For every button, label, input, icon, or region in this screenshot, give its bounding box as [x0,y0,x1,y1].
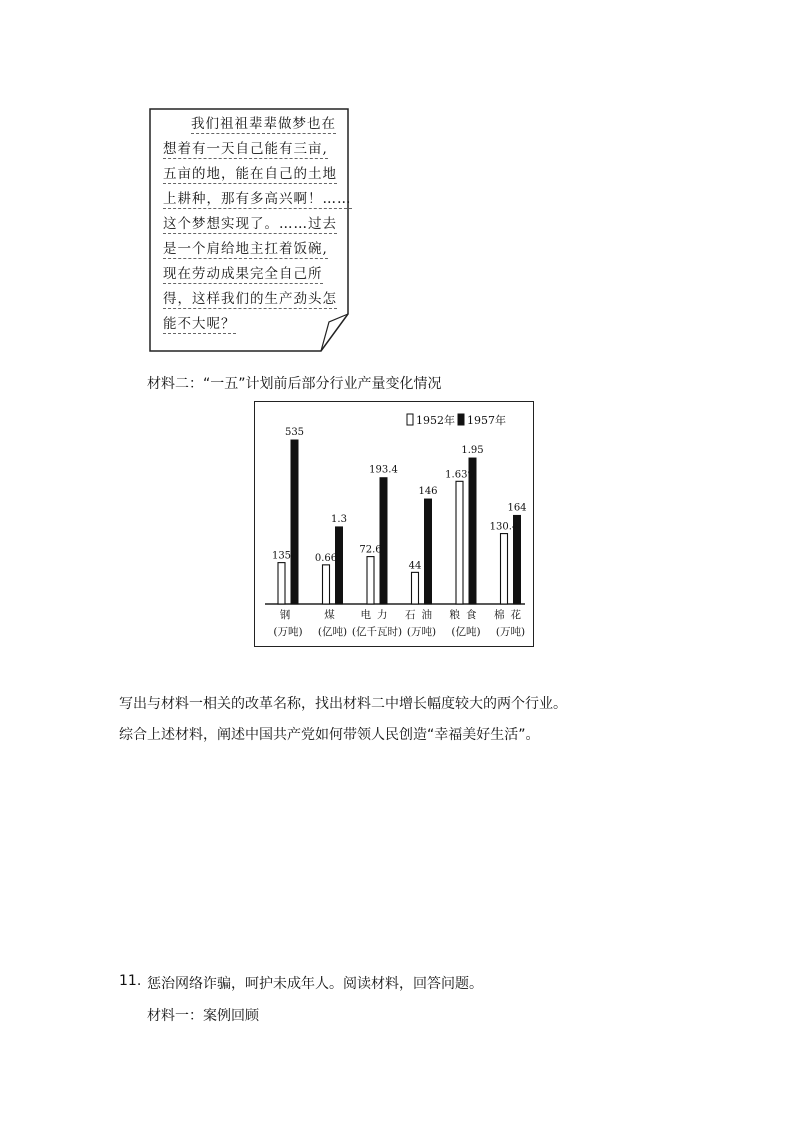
data-label-1952: 0.66 [314,552,338,564]
data-label-1957: 164 [507,502,527,514]
category-tick-label: 石油 [405,609,438,621]
chart-svg [255,402,535,648]
letter-line: 上耕种，那有多高兴啊！…… [163,191,352,207]
letter-line: 想着有一天自己能有三亩, [163,141,328,157]
bar-1952 [367,557,374,604]
data-label-1957: 146 [418,486,438,498]
category-tick-label: 棉花 [494,609,527,621]
letter-line: 五亩的地，能在自己的土地 [163,166,337,182]
question-1: 写出与材料一相关的改革名称，找出材料二中增长幅度较大的两个行业。 [119,696,567,712]
data-label-1952: 1.639 [445,469,474,481]
material2-caption: 材料二：“一五”计划前后部分行业产量变化情况 [147,376,442,392]
data-label-1957: 1.95 [461,445,484,457]
category-unit-label: (万吨) [273,626,303,638]
item11-material1: 材料一：案例回顾 [147,1008,259,1024]
item11-number: 11. [119,973,142,989]
category-unit-label: (万吨) [495,626,526,638]
bar-1957 [425,499,432,604]
bar-1952 [501,534,508,604]
bar-chart [254,401,534,647]
data-label-1952: 44 [408,560,422,572]
data-label-1952: 135 [271,550,292,562]
legend-swatch-1952 [407,414,413,425]
bar-1952 [412,572,419,604]
category-tick-label: 钢 [279,609,297,621]
data-label-1952: 130.4 [489,521,519,533]
item11-text: 惩治网络诈骗，呵护未成年人。阅读材料，回答问题。 [147,976,483,992]
category-unit-label: (亿千瓦时) [351,626,403,638]
letter-line: 现在劳动成果完全自己所 [163,266,323,282]
legend-label-1957: 1957年 [467,414,506,427]
letter-line: 得，这样我们的生产劲头怎 [163,291,337,307]
category-unit-label: (亿吨) [451,626,481,638]
category-unit-label: (亿吨) [317,626,348,638]
legend-label-1952: 1952年 [416,414,455,427]
letter-line: 能不大呢？ [163,316,236,332]
data-label-1952: 72.6 [359,544,382,556]
bar-1952 [456,481,463,604]
bar-1952 [278,563,285,604]
bar-1957 [291,440,298,604]
bar-1957 [336,527,343,604]
bar-1952 [323,565,330,604]
data-label-1957: 1.3 [331,513,347,525]
bar-1957 [380,478,387,604]
category-tick-label: 粮食 [449,609,483,621]
legend-swatch-1957 [458,414,464,425]
letter-line: 我们祖祖辈辈做梦也在 [191,116,336,132]
data-label-1957: 193.4 [369,464,398,476]
question-2: 综合上述材料，阐述中国共产党如何带领人民创造“幸福美好生活”。 [119,727,540,743]
category-tick-label: 电力 [360,609,394,621]
category-unit-label: (万吨) [406,626,437,638]
category-tick-label: 煤 [324,609,341,621]
letter-line: 这个梦想实现了。……过去 [163,216,337,232]
data-label-1957: 535 [284,427,305,438]
letter-line: 是一个肩给地主扛着饭碗, [163,241,328,257]
